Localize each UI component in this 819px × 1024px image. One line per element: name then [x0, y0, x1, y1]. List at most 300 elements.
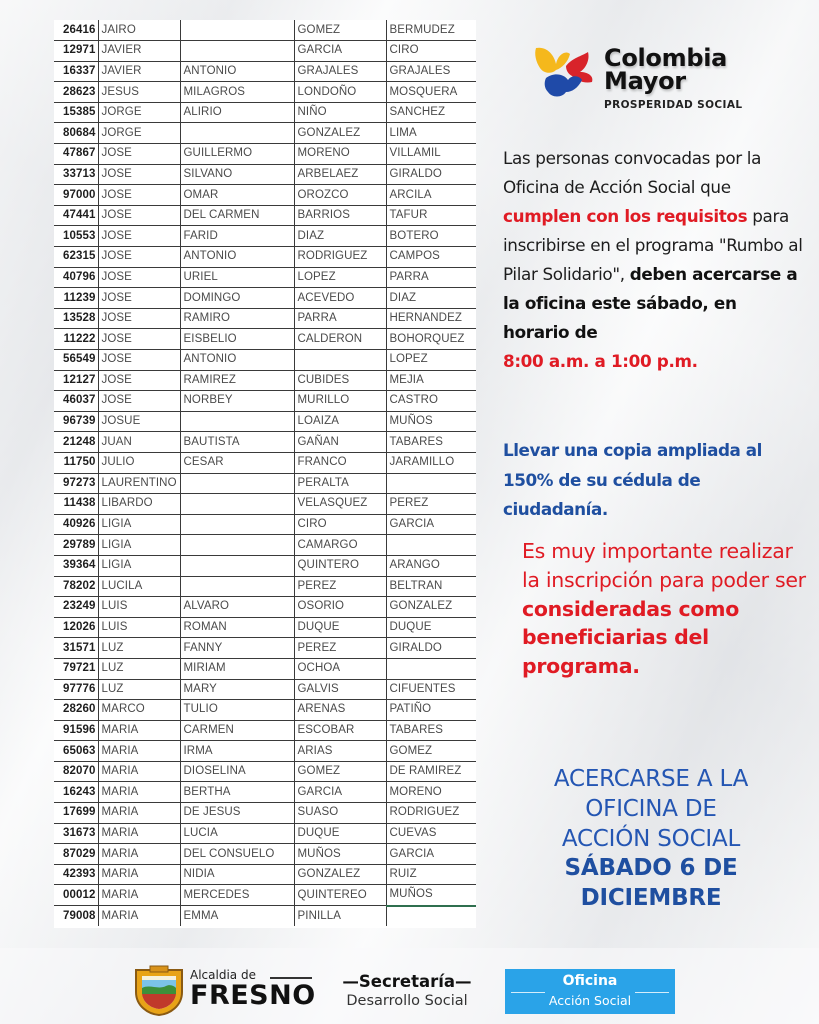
id-cell: 96739 — [54, 411, 98, 432]
cta-line-1: ACERCARSE A LA — [553, 766, 749, 792]
second-surname-cell: CIRO — [386, 41, 476, 62]
second-surname-cell: DE RAMIREZ — [386, 761, 476, 782]
second-surname-cell: BOHORQUEZ — [386, 329, 476, 350]
divider — [511, 992, 545, 993]
first-surname-cell: PINILLA — [294, 906, 386, 927]
table-row — [54, 782, 476, 803]
table-body — [54, 20, 476, 926]
first-surname-cell: PEREZ — [294, 576, 386, 597]
first-surname-cell: CALDERON — [294, 329, 386, 350]
table-row — [54, 205, 476, 226]
second-name-cell: FARID — [180, 226, 294, 247]
table-row — [54, 123, 476, 144]
second-surname-cell — [386, 906, 476, 927]
id-cell: 97273 — [54, 473, 98, 494]
first-name-cell: MARIA — [98, 720, 180, 741]
second-surname-cell: BOTERO — [386, 226, 476, 247]
first-surname-cell: OSORIO — [294, 597, 386, 618]
id-cell: 26416 — [54, 20, 98, 41]
second-name-cell — [180, 473, 294, 494]
first-name-cell: JOSE — [98, 205, 180, 226]
first-surname-cell: OROZCO — [294, 185, 386, 206]
id-cell: 33713 — [54, 164, 98, 185]
first-surname-cell: OCHOA — [294, 658, 386, 679]
first-name-cell: MARIA — [98, 741, 180, 762]
id-cell: 56549 — [54, 350, 98, 371]
secretaria-title: —Secretaría— — [342, 972, 472, 991]
divider — [270, 977, 312, 979]
second-surname-cell: PATIÑO — [386, 700, 476, 721]
second-name-cell: MIRIAM — [180, 658, 294, 679]
second-name-cell: ROMAN — [180, 617, 294, 638]
first-surname-cell: GOMEZ — [294, 761, 386, 782]
first-name-cell: MARCO — [98, 700, 180, 721]
id-cell: 11239 — [54, 288, 98, 309]
id-cell: 42393 — [54, 864, 98, 885]
second-name-cell — [180, 411, 294, 432]
second-surname-cell: TABARES — [386, 432, 476, 453]
cta-line-3: ACCIÓN SOCIAL — [561, 825, 741, 852]
first-name-cell: MARIA — [98, 782, 180, 803]
first-name-cell: JOSE — [98, 267, 180, 288]
second-name-cell: MILAGROS — [180, 82, 294, 103]
table-row — [54, 61, 476, 82]
id-cell: 47867 — [54, 144, 98, 165]
first-name-cell: LAURENTINO — [98, 473, 180, 494]
first-name-cell: JOSE — [98, 391, 180, 412]
table-row — [54, 350, 476, 371]
first-surname-cell: ESCOBAR — [294, 720, 386, 741]
second-name-cell — [180, 576, 294, 597]
first-surname-cell: LONDOÑO — [294, 82, 386, 103]
table-row — [54, 906, 476, 927]
oficina-title: Oficina — [562, 973, 618, 989]
first-surname-cell: MURILLO — [294, 391, 386, 412]
alcaldia-label: Alcaldia de — [190, 968, 256, 982]
second-surname-cell: MUÑOS — [386, 411, 476, 432]
first-name-cell: LUZ — [98, 638, 180, 659]
table-row — [54, 370, 476, 391]
first-surname-cell: GARCIA — [294, 782, 386, 803]
first-surname-cell: CUBIDES — [294, 370, 386, 391]
intro-paragraph — [503, 144, 803, 376]
requirements-highlight: cumplen con los requisitos — [503, 206, 748, 226]
first-name-cell: LIGIA — [98, 555, 180, 576]
first-surname-cell — [294, 350, 386, 371]
first-surname-cell: LOAIZA — [294, 411, 386, 432]
table-row — [54, 432, 476, 453]
intro-text-1: Las personas convocadas por la Oficina de Acción Social que — [503, 148, 762, 197]
table-row — [54, 803, 476, 824]
second-surname-cell: ARCILA — [386, 185, 476, 206]
id-cell: 28260 — [54, 700, 98, 721]
id-cell: 29789 — [54, 535, 98, 556]
first-surname-cell: CIRO — [294, 514, 386, 535]
second-name-cell: EISBELIO — [180, 329, 294, 350]
id-cell: 97000 — [54, 185, 98, 206]
first-name-cell: JOSE — [98, 288, 180, 309]
second-surname-cell: DUQUE — [386, 617, 476, 638]
second-name-cell: ANTONIO — [180, 247, 294, 268]
second-surname-cell: GOMEZ — [386, 741, 476, 762]
table-row — [54, 144, 476, 165]
table-row — [54, 288, 476, 309]
butterflies-icon — [532, 44, 602, 100]
second-name-cell — [180, 535, 294, 556]
important-bold: consideradas como beneficiarias del programa. — [522, 596, 740, 679]
second-surname-cell: BELTRAN — [386, 576, 476, 597]
second-name-cell — [180, 41, 294, 62]
second-surname-cell: GONZALEZ — [386, 597, 476, 618]
table-row — [54, 576, 476, 597]
second-surname-cell: JARAMILLO — [386, 452, 476, 473]
first-surname-cell: FRANCO — [294, 452, 386, 473]
first-surname-cell: PARRA — [294, 308, 386, 329]
second-name-cell: CESAR — [180, 452, 294, 473]
first-name-cell: JOSUE — [98, 411, 180, 432]
second-surname-cell: LIMA — [386, 123, 476, 144]
second-name-cell: EMMA — [180, 906, 294, 927]
second-name-cell: ANTONIO — [180, 350, 294, 371]
table-row — [54, 329, 476, 350]
beneficiaries-table — [54, 20, 476, 928]
table-row — [54, 267, 476, 288]
id-cell: 78202 — [54, 576, 98, 597]
table-row — [54, 41, 476, 62]
first-surname-cell: SUASO — [294, 803, 386, 824]
id-cell: 00012 — [54, 885, 98, 906]
cta-date-line-2: DICIEMBRE — [580, 885, 722, 912]
second-surname-cell: CAMPOS — [386, 247, 476, 268]
table-row — [54, 494, 476, 515]
second-surname-cell: GRAJALES — [386, 61, 476, 82]
first-surname-cell: BARRIOS — [294, 205, 386, 226]
id-copy-note: Llevar una copia ampliada al 150% de su cédula de ciudadanía. — [503, 440, 762, 519]
first-surname-cell: ARENAS — [294, 700, 386, 721]
first-surname-cell: ACEVEDO — [294, 288, 386, 309]
second-surname-cell — [386, 535, 476, 556]
second-surname-cell: MUÑOS — [386, 885, 476, 906]
second-name-cell: MERCEDES — [180, 885, 294, 906]
table-row — [54, 555, 476, 576]
id-cell: 87029 — [54, 844, 98, 865]
first-name-cell: JAVIER — [98, 41, 180, 62]
id-cell: 11750 — [54, 452, 98, 473]
table-row — [54, 885, 476, 906]
first-surname-cell: DUQUE — [294, 823, 386, 844]
first-surname-cell: GARCIA — [294, 41, 386, 62]
first-name-cell: JUAN — [98, 432, 180, 453]
second-surname-cell: PARRA — [386, 267, 476, 288]
first-name-cell: JOSE — [98, 370, 180, 391]
first-name-cell: LIBARDO — [98, 494, 180, 515]
id-cell: 13528 — [54, 308, 98, 329]
first-name-cell: LUZ — [98, 658, 180, 679]
first-name-cell: JAVIER — [98, 61, 180, 82]
id-cell: 23249 — [54, 597, 98, 618]
table-row — [54, 617, 476, 638]
second-surname-cell: VILLAMIL — [386, 144, 476, 165]
table-row — [54, 638, 476, 659]
fresno-shield-icon — [132, 964, 186, 1016]
municipio-name: FRESNO — [190, 980, 316, 1011]
instruction-bold: deben acercarse a la oficina este sábado, en horario de — [503, 264, 798, 342]
second-surname-cell: SANCHEZ — [386, 102, 476, 123]
first-surname-cell: GALVIS — [294, 679, 386, 700]
schedule-time: 8:00 a.m. a 1:00 p.m. — [503, 351, 698, 371]
first-name-cell: LIGIA — [98, 535, 180, 556]
second-surname-cell — [386, 658, 476, 679]
first-surname-cell: DUQUE — [294, 617, 386, 638]
table-row — [54, 391, 476, 412]
second-name-cell: DIOSELINA — [180, 761, 294, 782]
id-cell: 97776 — [54, 679, 98, 700]
id-cell: 39364 — [54, 555, 98, 576]
second-name-cell — [180, 20, 294, 41]
logo-subtitle: PROSPERIDAD SOCIAL — [604, 99, 743, 111]
second-name-cell: TULIO — [180, 700, 294, 721]
table-row — [54, 411, 476, 432]
first-surname-cell: CAMARGO — [294, 535, 386, 556]
first-surname-cell: RODRIGUEZ — [294, 247, 386, 268]
second-surname-cell: RODRIGUEZ — [386, 803, 476, 824]
first-name-cell: JOSE — [98, 185, 180, 206]
first-surname-cell: QUINTEREO — [294, 885, 386, 906]
first-surname-cell: PEREZ — [294, 638, 386, 659]
second-name-cell: RAMIREZ — [180, 370, 294, 391]
second-name-cell: NORBEY — [180, 391, 294, 412]
second-name-cell: DOMINGO — [180, 288, 294, 309]
first-surname-cell: QUINTERO — [294, 555, 386, 576]
table-row — [54, 823, 476, 844]
first-name-cell: JOSE — [98, 144, 180, 165]
table-row — [54, 720, 476, 741]
first-surname-cell: MUÑOS — [294, 844, 386, 865]
intro-text-2: para inscribirse en el programa "Rumbo al Pilar Solidario", — [503, 206, 803, 284]
table-row — [54, 761, 476, 782]
first-name-cell: JOSE — [98, 308, 180, 329]
second-surname-cell: GIRALDO — [386, 164, 476, 185]
first-name-cell: JOSE — [98, 164, 180, 185]
table-row — [54, 514, 476, 535]
second-surname-cell: GARCIA — [386, 514, 476, 535]
first-surname-cell: GAÑAN — [294, 432, 386, 453]
colombia-mayor-logo — [532, 44, 772, 116]
table-row — [54, 658, 476, 679]
id-cell: 91596 — [54, 720, 98, 741]
id-cell: 47441 — [54, 205, 98, 226]
second-surname-cell: MOSQUERA — [386, 82, 476, 103]
first-name-cell: MARIA — [98, 761, 180, 782]
second-name-cell: GUILLERMO — [180, 144, 294, 165]
first-name-cell: MARIA — [98, 885, 180, 906]
table-row — [54, 700, 476, 721]
table-row — [54, 82, 476, 103]
second-name-cell: ALVARO — [180, 597, 294, 618]
id-cell: 10553 — [54, 226, 98, 247]
second-name-cell: SILVANO — [180, 164, 294, 185]
first-surname-cell: NIÑO — [294, 102, 386, 123]
second-surname-cell: TABARES — [386, 720, 476, 741]
first-name-cell: JULIO — [98, 452, 180, 473]
oficina-accion-social-badge — [505, 969, 675, 1014]
logo-title-line2: Mayor — [604, 67, 686, 95]
second-surname-cell: ARANGO — [386, 555, 476, 576]
table-row — [54, 164, 476, 185]
table-row — [54, 185, 476, 206]
oficina-subtitle: Acción Social — [548, 993, 632, 1008]
id-cell: 17699 — [54, 803, 98, 824]
table-row — [54, 20, 476, 41]
first-name-cell: LUZ — [98, 679, 180, 700]
second-surname-cell: MORENO — [386, 782, 476, 803]
id-cell: 11438 — [54, 494, 98, 515]
second-surname-cell — [386, 473, 476, 494]
id-cell: 12026 — [54, 617, 98, 638]
second-surname-cell: CASTRO — [386, 391, 476, 412]
second-name-cell: RAMIRO — [180, 308, 294, 329]
first-surname-cell: ARBELAEZ — [294, 164, 386, 185]
second-name-cell: FANNY — [180, 638, 294, 659]
first-name-cell: JOSE — [98, 226, 180, 247]
first-surname-cell: GRAJALES — [294, 61, 386, 82]
second-name-cell: CARMEN — [180, 720, 294, 741]
second-name-cell: OMAR — [180, 185, 294, 206]
first-name-cell: LUIS — [98, 617, 180, 638]
first-name-cell: MARIA — [98, 906, 180, 927]
first-name-cell: LIGIA — [98, 514, 180, 535]
table-row — [54, 452, 476, 473]
id-cell: 79008 — [54, 906, 98, 927]
id-cell: 46037 — [54, 391, 98, 412]
first-name-cell: MARIA — [98, 864, 180, 885]
cta-date-line-1: SÁBADO 6 DE — [564, 855, 738, 882]
id-cell: 15385 — [54, 102, 98, 123]
second-name-cell: ALIRIO — [180, 102, 294, 123]
table-row — [54, 308, 476, 329]
second-name-cell — [180, 514, 294, 535]
id-cell: 40796 — [54, 267, 98, 288]
first-name-cell: MARIA — [98, 823, 180, 844]
second-surname-cell: DIAZ — [386, 288, 476, 309]
second-name-cell: DEL CARMEN — [180, 205, 294, 226]
second-name-cell — [180, 494, 294, 515]
id-cell: 12971 — [54, 41, 98, 62]
first-name-cell: JOSE — [98, 350, 180, 371]
first-name-cell: JORGE — [98, 102, 180, 123]
first-surname-cell: LOPEZ — [294, 267, 386, 288]
second-surname-cell: HERNANDEZ — [386, 308, 476, 329]
table-row — [54, 102, 476, 123]
second-name-cell: BAUTISTA — [180, 432, 294, 453]
first-name-cell: LUCILA — [98, 576, 180, 597]
second-surname-cell: LOPEZ — [386, 350, 476, 371]
first-name-cell: JORGE — [98, 123, 180, 144]
table-row — [54, 741, 476, 762]
id-cell: 82070 — [54, 761, 98, 782]
id-cell: 65063 — [54, 741, 98, 762]
first-surname-cell: GOMEZ — [294, 20, 386, 41]
first-name-cell: JOSE — [98, 247, 180, 268]
first-surname-cell: DIAZ — [294, 226, 386, 247]
second-name-cell: LUCIA — [180, 823, 294, 844]
second-name-cell: BERTHA — [180, 782, 294, 803]
id-cell: 40926 — [54, 514, 98, 535]
table-row — [54, 473, 476, 494]
important-text: Es muy importante realizar la inscripción para poder ser — [522, 539, 806, 592]
table-row — [54, 226, 476, 247]
id-cell: 80684 — [54, 123, 98, 144]
call-to-action — [505, 765, 797, 914]
names-table — [54, 20, 476, 926]
id-cell: 31571 — [54, 638, 98, 659]
second-name-cell: MARY — [180, 679, 294, 700]
important-note — [522, 537, 812, 681]
second-surname-cell: PEREZ — [386, 494, 476, 515]
first-name-cell: LUIS — [98, 597, 180, 618]
secretaria-label — [322, 972, 492, 1010]
table-row — [54, 597, 476, 618]
id-cell: 21248 — [54, 432, 98, 453]
second-name-cell: DEL CONSUELO — [180, 844, 294, 865]
id-cell: 16243 — [54, 782, 98, 803]
second-surname-cell: MEJIA — [386, 370, 476, 391]
second-surname-cell: CUEVAS — [386, 823, 476, 844]
id-cell: 11222 — [54, 329, 98, 350]
first-name-cell: MARIA — [98, 844, 180, 865]
second-name-cell: IRMA — [180, 741, 294, 762]
second-name-cell: URIEL — [180, 267, 294, 288]
id-cell: 28623 — [54, 82, 98, 103]
cta-line-2: OFICINA DE — [585, 795, 717, 822]
id-cell: 79721 — [54, 658, 98, 679]
table-row — [54, 679, 476, 700]
first-name-cell: MARIA — [98, 803, 180, 824]
second-name-cell — [180, 123, 294, 144]
first-name-cell: JOSE — [98, 329, 180, 350]
first-name-cell: JAIRO — [98, 20, 180, 41]
table-row — [54, 844, 476, 865]
id-cell: 62315 — [54, 247, 98, 268]
first-surname-cell: GONZALEZ — [294, 123, 386, 144]
first-name-cell: JESUS — [98, 82, 180, 103]
id-cell: 31673 — [54, 823, 98, 844]
table-row — [54, 864, 476, 885]
first-surname-cell: MORENO — [294, 144, 386, 165]
first-surname-cell: ARIAS — [294, 741, 386, 762]
second-surname-cell: CIFUENTES — [386, 679, 476, 700]
second-name-cell: NIDIA — [180, 864, 294, 885]
first-surname-cell: PERALTA — [294, 473, 386, 494]
second-surname-cell: GIRALDO — [386, 638, 476, 659]
secretaria-subtitle: Desarrollo Social — [346, 993, 468, 1009]
first-surname-cell: GONZALEZ — [294, 864, 386, 885]
logo-title-line1: Colombia — [604, 44, 728, 72]
second-name-cell — [180, 555, 294, 576]
second-name-cell: DE JESUS — [180, 803, 294, 824]
table-row — [54, 535, 476, 556]
id-cell: 12127 — [54, 370, 98, 391]
second-surname-cell: TAFUR — [386, 205, 476, 226]
id-cell: 16337 — [54, 61, 98, 82]
second-surname-cell: BERMUDEZ — [386, 20, 476, 41]
second-surname-cell: GARCIA — [386, 844, 476, 865]
second-name-cell: ANTONIO — [180, 61, 294, 82]
divider — [635, 992, 669, 993]
first-surname-cell: VELASQUEZ — [294, 494, 386, 515]
table-row — [54, 247, 476, 268]
second-surname-cell: RUIZ — [386, 864, 476, 885]
